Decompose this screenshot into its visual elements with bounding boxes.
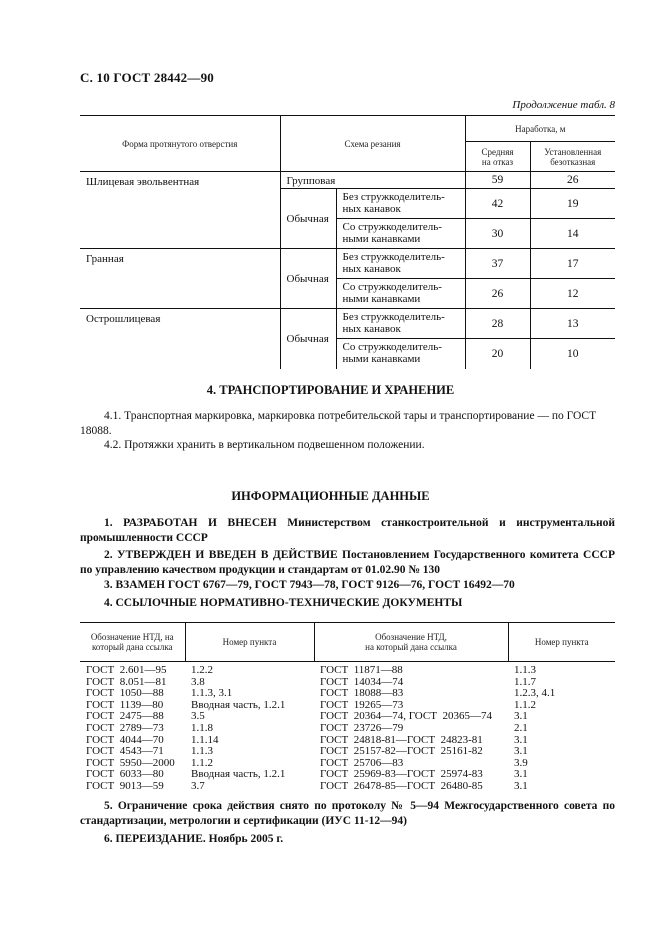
info-title: ИНФОРМАЦИОННЫЕ ДАННЫЕ bbox=[231, 489, 430, 503]
info-item-4: 4. ССЫЛОЧНЫЕ НОРМАТИВНО-ТЕХНИЧЕСКИЕ ДОКУМЕНТЫ bbox=[104, 597, 463, 609]
cell-est: 13 bbox=[530, 309, 615, 339]
section-4-title: 4. ТРАНСПОРТИРОВАНИЕ И ХРАНЕНИЕ bbox=[206, 383, 455, 397]
info-item-1-text: Министерством станкостроительной и инструментальной промышленности СССР bbox=[80, 517, 615, 544]
row-scheme-1: Групповая bbox=[280, 172, 465, 189]
cell-est: 14 bbox=[567, 227, 579, 240]
cell-avg: 30 bbox=[465, 219, 530, 249]
info-item-3: 3. ВЗАМЕН ГОСТ 6767—79, ГОСТ 7943—78, ГОСТ 9126—76, ГОСТ 16492—70 bbox=[104, 579, 515, 591]
row-subscheme: Без стружкоделитель- ных канавок bbox=[336, 189, 465, 219]
header-form: Форма протянутого отверстия bbox=[80, 116, 280, 172]
row-subscheme: Без стружкоделитель- ных канавок bbox=[336, 309, 465, 339]
row-subscheme: Со стружкоделитель- ными канавками bbox=[336, 219, 465, 249]
row-scheme: Обычная bbox=[280, 249, 336, 309]
paragraph-4-2: 4.2. Протяжки хранить в вертикальном подвешенном положении. bbox=[104, 439, 425, 451]
row-form-3: Гранная bbox=[80, 249, 280, 309]
references-table bbox=[80, 622, 615, 793]
row-form-4: Острошлицевая bbox=[80, 309, 280, 369]
info-item-2-text: Постановлением Государственного комитета СССР по управлению качеством продукции и стандартам от 01.02.90 № 130 bbox=[80, 549, 615, 576]
cell-est: 10 bbox=[567, 347, 579, 360]
header-life: Наработка, м bbox=[465, 116, 615, 142]
ref-list-docs-right: ГОСТ 11871—88 ГОСТ 14034—74 ГОСТ 18088—83 ГОСТ 19265—73 ГОСТ 20364—74, ГОСТ 20365—74 ГОСТ 23726—79 ГОСТ 24818-81—ГОСТ 24823-81 ГОСТ 25157-82—ГОСТ 25161-82 ГОСТ 25706—83 ГОСТ 25969-83—ГОСТ 25974-83 ГОСТ 26478-85—ГОСТ 26480-85 bbox=[320, 664, 492, 792]
ref-header-doc-right: Обозначение НТД, на который дана ссылка bbox=[314, 623, 508, 662]
paragraph-4-1: 4.1. Транспортная маркировка, маркировка потребительской тары и транспортирование — по ГОСТ 18088. bbox=[80, 410, 597, 437]
cell-avg: 26 bbox=[465, 279, 530, 309]
row-scheme: Обычная bbox=[280, 309, 336, 369]
cell-avg: 20 bbox=[465, 339, 530, 369]
cell-avg: 28 bbox=[465, 309, 530, 339]
row-scheme: Обычная bbox=[280, 189, 336, 249]
info-item-6: 6. ПЕРЕИЗДАНИЕ. Ноябрь 2005 г. bbox=[104, 833, 284, 845]
ref-header-doc-left: Обозначение НТД, на который дана ссылка bbox=[80, 623, 185, 662]
ref-header-item-left: Номер пункта bbox=[185, 623, 314, 662]
table-8 bbox=[80, 115, 615, 369]
ref-list-docs-left: ГОСТ 2.601—95 ГОСТ 8.051—81 ГОСТ 1050—88 ГОСТ 1139—80 ГОСТ 2475—88 ГОСТ 2789—73 ГОСТ 4044—70 ГОСТ 4543—71 ГОСТ 5950—2000 ГОСТ 6033—80 ГОСТ 9013—59 bbox=[86, 664, 175, 792]
ref-header-item-right: Номер пункта bbox=[508, 623, 615, 662]
row-subscheme: Без стружкоделитель- ных канавок bbox=[336, 249, 465, 279]
info-item-5: 5. Ограничение срока действия снято по протоколу № 5—94 Межгосударственного совета по стандартизации, метрологии и сертификации (ИУС 11-12—94) bbox=[80, 800, 615, 827]
info-item-1-lead: 1. РАЗРАБОТАН И ВНЕСЕН bbox=[104, 517, 277, 529]
cell-est: 26 bbox=[530, 172, 615, 189]
row-form-1: Шлицевая эвольвентная bbox=[80, 172, 280, 249]
header-est: Установленная безотказная bbox=[530, 142, 615, 172]
cell-est: 12 bbox=[567, 287, 579, 300]
cell-avg: 59 bbox=[465, 172, 530, 189]
ref-list-items-right: 1.1.3 1.1.7 1.2.3, 4.1 1.1.2 3.1 2.1 3.1 3.1 3.9 3.1 3.1 bbox=[514, 664, 556, 792]
info-item-1 bbox=[80, 516, 615, 545]
cell-est: 17 bbox=[530, 249, 615, 279]
cell-est: 19 bbox=[530, 189, 615, 219]
info-item-2 bbox=[80, 548, 615, 577]
table-continuation-label: Продолжение табл. 8 bbox=[512, 99, 615, 111]
row-subscheme: Со стружкоделитель- ными канавками bbox=[336, 339, 465, 369]
page-header: С. 10 ГОСТ 28442—90 bbox=[80, 70, 214, 85]
cell-avg: 37 bbox=[465, 249, 530, 279]
header-avg: Средняя на отказ bbox=[465, 142, 530, 172]
cell-avg: 42 bbox=[465, 189, 530, 219]
row-subscheme: Со стружкоделитель- ными канавками bbox=[336, 279, 465, 309]
ref-list-items-left: 1.2.2 3.8 1.1.3, 3.1 Вводная часть, 1.2.1 3.5 1.1.8 1.1.14 1.1.3 1.1.2 Вводная часть, 1.2.1 3.7 bbox=[191, 664, 286, 792]
header-scheme: Схема резания bbox=[280, 116, 465, 172]
info-item-2-lead: 2. УТВЕРЖДЕН И ВВЕДЕН В ДЕЙСТВИЕ bbox=[104, 549, 338, 561]
